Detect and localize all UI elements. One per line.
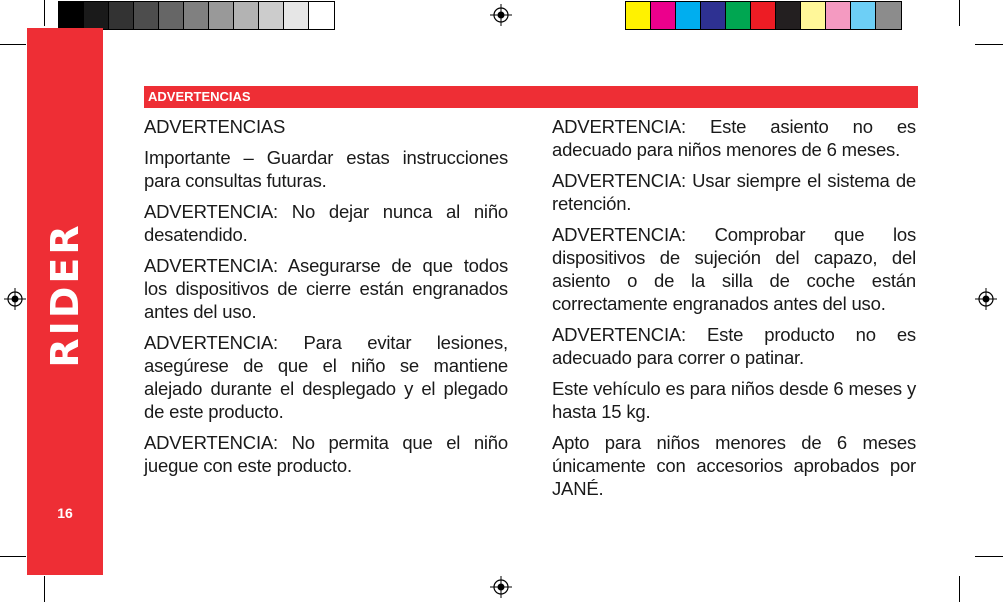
color-swatch — [234, 2, 259, 29]
color-swatch — [59, 2, 84, 29]
color-swatch — [84, 2, 109, 29]
crop-mark-top-left-h — [0, 44, 26, 45]
color-swatch — [801, 2, 826, 29]
warning-paragraph: ADVERTENCIA: Este asiento no es adecuado para niños menores de 6 meses. — [552, 116, 916, 160]
crop-mark-bottom-left-h — [0, 556, 26, 557]
registration-mark-right-icon — [975, 288, 997, 310]
warning-paragraph: Importante – Guardar estas instrucciones para consultas futuras. — [144, 147, 508, 191]
right-column — [552, 115, 916, 508]
process-color-bar — [625, 1, 902, 30]
warning-paragraph: ADVERTENCIA: Usar siempre el sistema de retención. — [552, 170, 916, 214]
warning-paragraph: ADVERTENCIA: No permita que el niño juegue con este producto. — [144, 432, 508, 476]
registration-mark-bottom-icon — [490, 576, 512, 598]
registration-mark-top-icon — [490, 4, 512, 26]
crop-mark-bottom-left-v — [44, 576, 45, 602]
warning-paragraph: ADVERTENCIA: Este producto no es adecuado para correr o patinar. — [552, 324, 916, 368]
left-column-heading: ADVERTENCIAS — [144, 116, 286, 137]
info-paragraph: Este vehículo es para niños desde 6 meses y hasta 15 kg. — [552, 378, 916, 422]
crop-mark-top-left-v — [44, 0, 45, 26]
grayscale-color-bar — [58, 1, 335, 30]
crop-mark-bottom-right-h — [975, 556, 1003, 557]
side-title: RIDER — [43, 222, 87, 368]
color-swatch — [851, 2, 876, 29]
page-number: 16 — [57, 505, 73, 521]
color-swatch — [159, 2, 184, 29]
color-swatch — [109, 2, 134, 29]
color-swatch — [626, 2, 651, 29]
color-swatch — [184, 2, 209, 29]
left-column — [144, 115, 508, 485]
warning-paragraph: ADVERTENCIA: Asegurarse de que todos los dispositivos de cierre están engranados antes del uso. — [144, 255, 508, 322]
warning-paragraph: ADVERTENCIA: No dejar nunca al niño desatendido. — [144, 201, 508, 245]
color-swatch — [259, 2, 284, 29]
color-swatch — [209, 2, 234, 29]
info-paragraph: Apto para niños menores de 6 meses únicamente con accesorios aprobados por JANÉ. — [552, 432, 916, 499]
color-swatch — [134, 2, 159, 29]
crop-mark-top-right-h — [975, 44, 1003, 45]
warning-paragraph: ADVERTENCIA: Para evitar lesiones, asegúrese de que el niño se mantiene alejado durante el desplegado y el plegado de este producto. — [144, 332, 508, 422]
color-swatch — [309, 2, 334, 29]
color-swatch — [676, 2, 701, 29]
registration-mark-left-icon — [4, 288, 26, 310]
section-header-bar: ADVERTENCIAS — [144, 86, 918, 108]
color-swatch — [826, 2, 851, 29]
crop-mark-top-right-v — [959, 0, 960, 26]
color-swatch — [701, 2, 726, 29]
color-swatch — [284, 2, 309, 29]
crop-mark-bottom-right-v — [959, 576, 960, 602]
color-swatch — [876, 2, 901, 29]
color-swatch — [651, 2, 676, 29]
color-swatch — [751, 2, 776, 29]
color-swatch — [776, 2, 801, 29]
color-swatch — [726, 2, 751, 29]
warning-paragraph: ADVERTENCIA: Comprobar que los dispositivos de sujeción del capazo, del asiento o de la silla de coche están correctamente engranados antes del uso. — [552, 224, 916, 314]
